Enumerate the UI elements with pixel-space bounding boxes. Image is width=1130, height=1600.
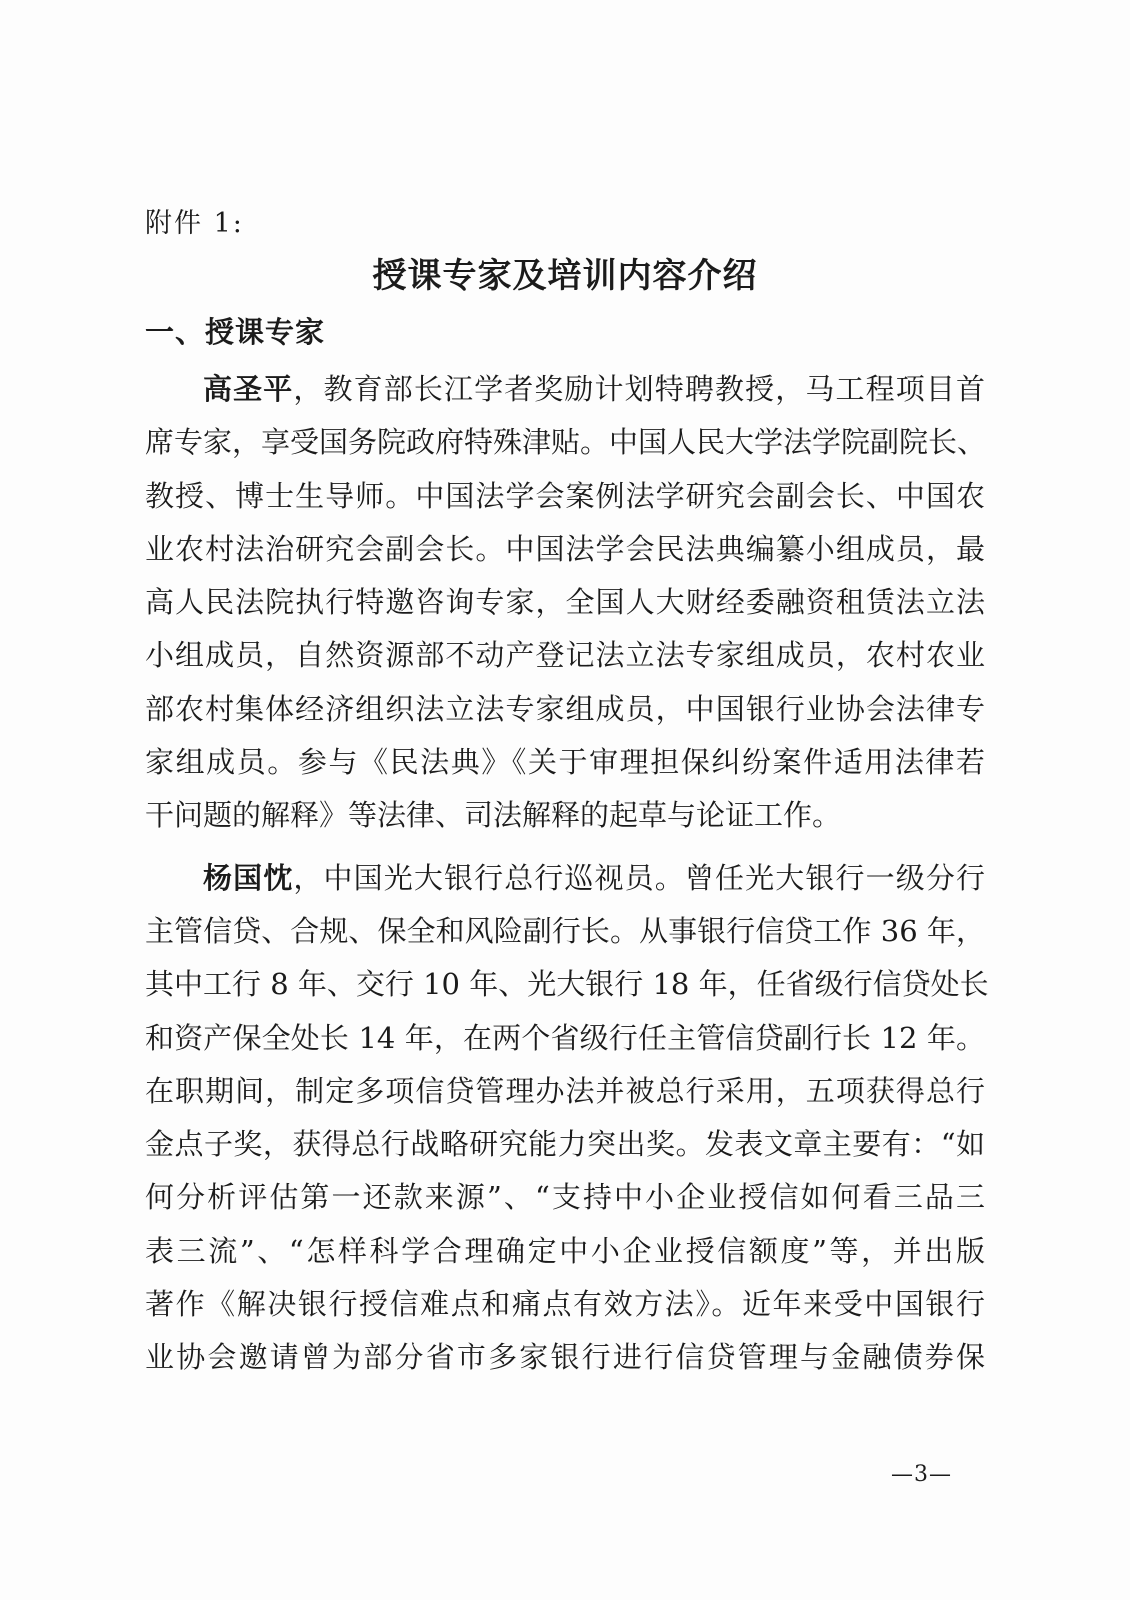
section-heading: 一、授课专家 xyxy=(145,315,326,349)
page-number: —3— xyxy=(891,1462,952,1487)
paragraph-line: 家组成员。参与《民法典》《关于审理担保纠纷案件适用法律若 xyxy=(145,745,985,780)
paragraph-line: 金点子奖，获得总行战略研究能力突出奖。发表文章主要有：“如 xyxy=(145,1127,985,1162)
paragraph-line: 教授、博士生导师。中国法学会案例法学研究会副会长、中国农 xyxy=(145,478,985,513)
paragraph-line: 部农村集体经济组织法立法专家组成员，中国银行业协会法律专 xyxy=(145,691,985,726)
paragraph-line: 席专家，享受国务院政府特殊津贴。中国人民大学法学院副院长、 xyxy=(145,425,987,460)
paragraph-line: 业农村法治研究会副会长。中国法学会民法典编纂小组成员，最 xyxy=(145,531,985,566)
paragraph-line: 和资产保全处长 14 年，在两个省级行任主管信贷副行长 12 年。 xyxy=(145,1020,985,1055)
paragraph-line: 干问题的解释》等法律、司法解释的起草与论证工作。 xyxy=(145,798,842,833)
paragraph-line: 其中工行 8 年、交行 10 年、光大银行 18 年，任省级行信贷处长 xyxy=(145,967,989,1002)
paragraph-line: 小组成员，自然资源部不动产登记法立法专家组成员，农村农业 xyxy=(145,638,985,673)
paragraph-line: 主管信贷、合规、保全和风险副行长。从事银行信贷工作 36 年， xyxy=(145,913,985,948)
attachment-label: 附件 1: xyxy=(145,208,244,239)
paragraph-line: 业协会邀请曾为部分省市多家银行进行信贷管理与金融债券保 xyxy=(145,1340,985,1375)
expert-name: 杨国忱 xyxy=(203,860,294,895)
expert-paragraph xyxy=(145,363,985,843)
document-title: 授课专家及培训内容介绍 xyxy=(372,256,758,296)
paragraph-line: 著作《解决银行授信难点和痛点有效方法》。近年来受中国银行 xyxy=(145,1287,985,1322)
paragraph-line: 杨国忱，中国光大银行总行巡视员。曾任光大银行一级分行 xyxy=(203,860,985,895)
paragraph-line: 何分析评估第一还款来源”、“支持中小企业授信如何看三品三 xyxy=(145,1180,985,1215)
paragraph-line: 高人民法院执行特邀咨询专家，全国人大财经委融资租赁法立法 xyxy=(145,585,985,620)
expert-paragraph xyxy=(145,852,989,1385)
paragraph-line: 表三流”、“怎样科学合理确定中小企业授信额度”等，并出版 xyxy=(145,1233,985,1268)
paragraph-line: 在职期间，制定多项信贷管理办法并被总行采用，五项获得总行 xyxy=(145,1073,985,1108)
expert-name: 高圣平 xyxy=(203,372,294,406)
paragraph-line: 高圣平，教育部长江学者奖励计划特聘教授，马工程项目首 xyxy=(203,372,985,406)
body-text xyxy=(145,363,989,1385)
